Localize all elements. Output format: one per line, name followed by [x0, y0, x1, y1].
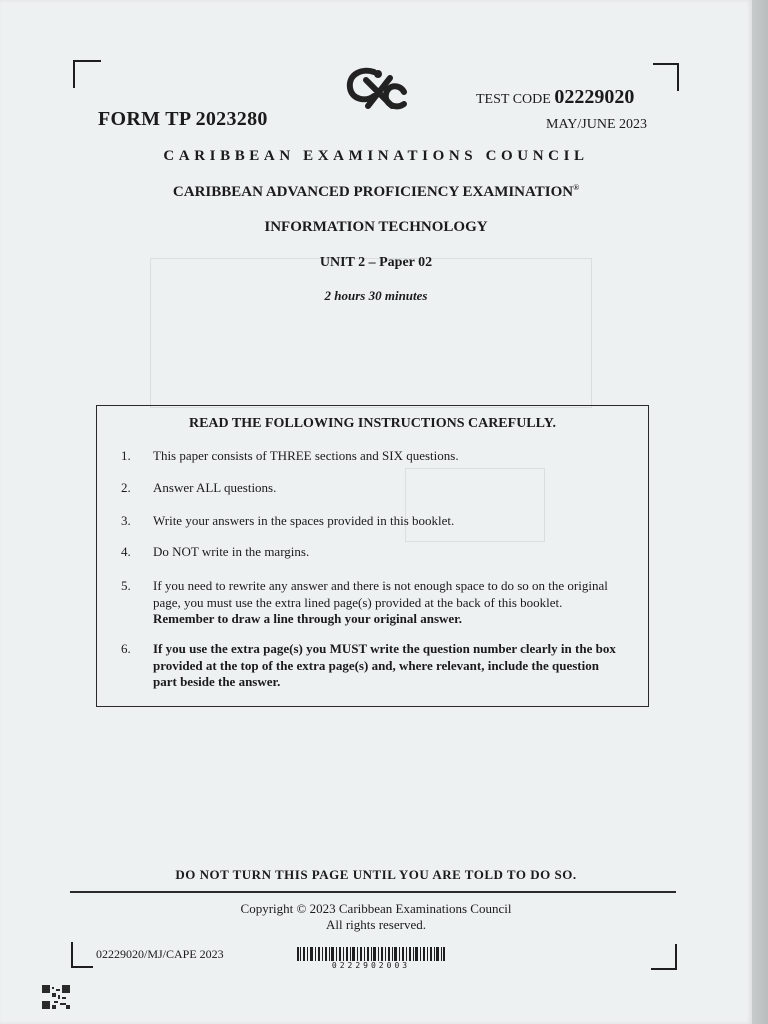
instruction-text: Answer ALL questions.	[153, 480, 277, 495]
bleed-through-table	[150, 258, 592, 408]
corner-mark-bottom-right	[651, 944, 677, 970]
instruction-text-plain: If you need to rewrite any answer and there is not enough space to do so on the original page, you must use the extra lined page(s) provided at the back of this booklet.	[153, 578, 608, 610]
test-code-label: TEST CODE	[476, 92, 551, 107]
cxc-logo	[344, 66, 408, 112]
instruction-number: 4.	[121, 544, 131, 559]
instruction-number: 2.	[121, 480, 131, 495]
registered-mark: ®	[573, 183, 580, 192]
instruction-text: Do NOT write in the margins.	[153, 544, 310, 559]
exam-duration: 2 hours 30 minutes	[324, 288, 428, 303]
instruction-text-bold: Remember to draw a line through your original answer.	[153, 611, 462, 626]
paper-code: 02229020/MJ/CAPE 2023	[96, 947, 224, 961]
unit-paper: UNIT 2 – Paper 02	[319, 255, 433, 270]
instruction-text	[153, 578, 625, 628]
form-tp-number: FORM TP 2023280	[98, 108, 268, 130]
exam-session: MAY/JUNE 2023	[546, 117, 647, 132]
instruction-text: Write your answers in the spaces provided in this booklet.	[153, 513, 455, 528]
corner-mark-bottom-left	[71, 942, 93, 968]
test-code-value: 02229020	[554, 86, 635, 108]
instruction-text: This paper consists of THREE sections and SIX questions.	[153, 448, 459, 463]
instruction-number: 3.	[121, 513, 131, 528]
barcode-digits: 0222902003	[297, 961, 445, 971]
copyright-notice: Copyright © 2023 Caribbean Examinations Council	[240, 901, 512, 916]
subject-name: INFORMATION TECHNOLOGY	[264, 219, 488, 235]
qr-code-icon	[42, 985, 70, 1009]
footer-divider	[70, 891, 676, 893]
instructions-box	[96, 405, 649, 707]
scan-edge	[752, 0, 768, 1024]
corner-mark-top-left	[73, 60, 101, 88]
exam-name	[0, 183, 752, 201]
council-name: CARIBBEAN EXAMINATIONS COUNCIL	[163, 148, 589, 164]
instruction-number: 6.	[121, 641, 131, 656]
instruction-number: 5.	[121, 578, 131, 593]
instructions-heading: READ THE FOLLOWING INSTRUCTIONS CAREFULLY.	[188, 416, 557, 431]
exam-name-text: CARIBBEAN ADVANCED PROFICIENCY EXAMINATION	[172, 184, 574, 200]
do-not-turn-warning: DO NOT TURN THIS PAGE UNTIL YOU ARE TOLD TO DO SO.	[175, 867, 577, 882]
rights-notice: All rights reserved.	[325, 917, 426, 932]
test-code	[476, 86, 634, 109]
corner-mark-top-right	[653, 63, 679, 91]
instruction-text: If you use the extra page(s) you MUST write the question number clearly in the box provided at the top of the extra page(s) and, where relevant, include the question part beside the answer.	[153, 641, 616, 689]
instruction-number: 1.	[121, 448, 131, 463]
